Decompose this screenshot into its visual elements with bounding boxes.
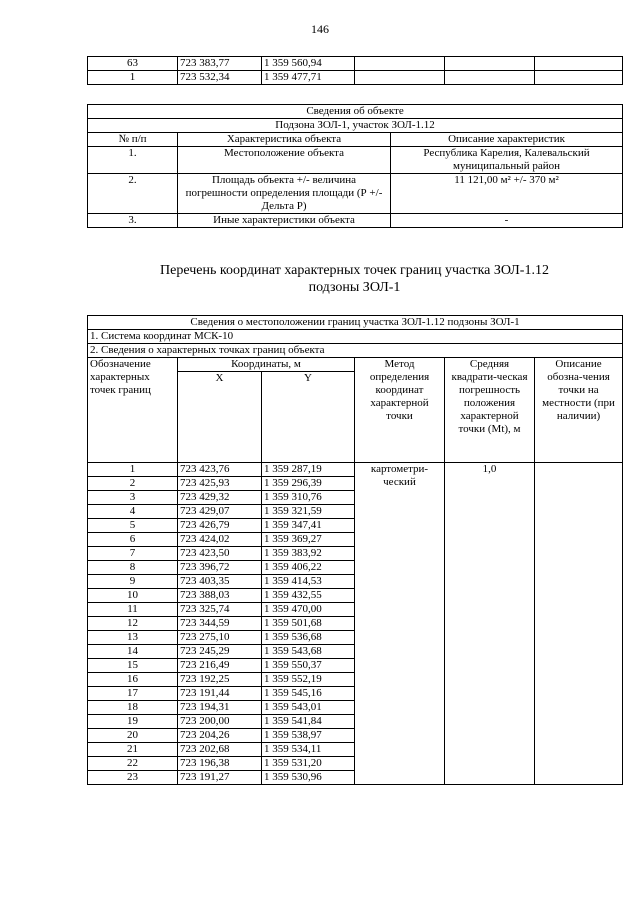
point-y: 1 359 369,27 — [262, 533, 355, 547]
method-value: картометри-ческий — [355, 463, 445, 785]
empty-cell — [355, 71, 445, 85]
header-coords: Координаты, м — [178, 358, 355, 372]
row-description: 11 121,00 м² +/- 370 м² — [391, 174, 623, 214]
empty-cell — [535, 71, 623, 85]
empty-cell — [535, 57, 623, 71]
row-num: 3. — [88, 214, 178, 228]
point-number: 1 — [88, 71, 178, 85]
row-description: - — [391, 214, 623, 228]
point-number: 3 — [88, 491, 178, 505]
point-y: 1 359 530,96 — [262, 771, 355, 785]
point-y: 1 359 321,59 — [262, 505, 355, 519]
point-x: 723 429,07 — [178, 505, 262, 519]
point-number: 22 — [88, 757, 178, 771]
point-number: 15 — [88, 659, 178, 673]
point-y: 1 359 310,76 — [262, 491, 355, 505]
point-x: 723 403,35 — [178, 575, 262, 589]
point-x: 723 429,32 — [178, 491, 262, 505]
point-y: 1 359 534,11 — [262, 743, 355, 757]
point-number: 23 — [88, 771, 178, 785]
point-number: 6 — [88, 533, 178, 547]
point-number: 2 — [88, 477, 178, 491]
point-y: 1 359 543,68 — [262, 645, 355, 659]
point-number: 4 — [88, 505, 178, 519]
point-number: 13 — [88, 631, 178, 645]
table-row — [88, 57, 623, 71]
point-y: 1 359 531,20 — [262, 757, 355, 771]
table-row — [88, 463, 623, 477]
point-number: 8 — [88, 561, 178, 575]
point-description-value — [535, 463, 623, 785]
point-x: 723 383,77 — [178, 57, 262, 71]
row-num: 2. — [88, 174, 178, 214]
continuation-coordinates-table — [87, 56, 623, 85]
point-x: 723 191,44 — [178, 687, 262, 701]
header-x: X — [178, 372, 262, 463]
point-x: 723 424,02 — [178, 533, 262, 547]
point-x: 723 200,00 — [178, 715, 262, 729]
point-y: 1 359 296,39 — [262, 477, 355, 491]
header-num: № п/п — [88, 133, 178, 147]
row-description: Республика Карелия, Калевальский муниципальный район — [391, 147, 623, 174]
point-y: 1 359 538,97 — [262, 729, 355, 743]
boundary-title: Сведения о местоположении границ участка ЗОЛ-1.12 подзоны ЗОЛ-1 — [88, 316, 623, 330]
coordinate-system: 1. Система координат МСК-10 — [88, 330, 623, 344]
section-heading — [87, 262, 622, 296]
point-x: 723 423,50 — [178, 547, 262, 561]
point-x: 723 275,10 — [178, 631, 262, 645]
error-value: 1,0 — [445, 463, 535, 785]
header-characteristic: Характеристика объекта — [178, 133, 391, 147]
point-x: 723 532,34 — [178, 71, 262, 85]
point-number: 17 — [88, 687, 178, 701]
points-title: 2. Сведения о характерных точках границ объекта — [88, 344, 623, 358]
heading-line-1: Перечень координат характерных точек границ участка ЗОЛ-1.12 — [160, 263, 549, 278]
point-x: 723 426,79 — [178, 519, 262, 533]
point-x: 723 191,27 — [178, 771, 262, 785]
point-number: 9 — [88, 575, 178, 589]
point-x: 723 216,49 — [178, 659, 262, 673]
point-x: 723 192,25 — [178, 673, 262, 687]
point-y: 1 359 414,53 — [262, 575, 355, 589]
point-x: 723 396,72 — [178, 561, 262, 575]
point-x: 723 388,03 — [178, 589, 262, 603]
empty-cell — [355, 57, 445, 71]
header-designation: Обозначение характерных точек границ — [88, 358, 178, 463]
header-error: Средняя квадрати-ческая погрешность положения характерной точки (Mt), м — [445, 358, 535, 463]
point-y: 1 359 477,71 — [262, 71, 355, 85]
point-number: 7 — [88, 547, 178, 561]
point-number: 1 — [88, 463, 178, 477]
empty-cell — [445, 57, 535, 71]
point-y: 1 359 406,22 — [262, 561, 355, 575]
point-y: 1 359 543,01 — [262, 701, 355, 715]
point-x: 723 202,68 — [178, 743, 262, 757]
point-number: 63 — [88, 57, 178, 71]
point-y: 1 359 545,16 — [262, 687, 355, 701]
point-number: 14 — [88, 645, 178, 659]
header-point-description: Описание обозна-чения точки на местности (при наличии) — [535, 358, 623, 463]
point-number: 16 — [88, 673, 178, 687]
point-x: 723 245,29 — [178, 645, 262, 659]
point-x: 723 325,74 — [178, 603, 262, 617]
point-y: 1 359 470,00 — [262, 603, 355, 617]
point-y: 1 359 432,55 — [262, 589, 355, 603]
page-number: 146 — [311, 22, 329, 36]
object-info-subtitle: Подзона ЗОЛ-1, участок ЗОЛ-1.12 — [88, 119, 623, 133]
point-x: 723 423,76 — [178, 463, 262, 477]
row-characteristic: Площадь объекта +/- величина погрешности определения площади (Р +/- Дельта Р) — [178, 174, 391, 214]
header-method: Метод определения координат характерной точки — [355, 358, 445, 463]
row-num: 1. — [88, 147, 178, 174]
point-x: 723 204,26 — [178, 729, 262, 743]
point-y: 1 359 347,41 — [262, 519, 355, 533]
point-number: 18 — [88, 701, 178, 715]
point-number: 10 — [88, 589, 178, 603]
point-x: 723 194,31 — [178, 701, 262, 715]
object-info-table — [87, 104, 623, 228]
row-characteristic: Местоположение объекта — [178, 147, 391, 174]
point-y: 1 359 501,68 — [262, 617, 355, 631]
header-y: Y — [262, 372, 355, 463]
point-y: 1 359 287,19 — [262, 463, 355, 477]
heading-line-2: подзоны ЗОЛ-1 — [308, 280, 401, 295]
point-y: 1 359 541,84 — [262, 715, 355, 729]
point-y: 1 359 560,94 — [262, 57, 355, 71]
header-description: Описание характеристик — [391, 133, 623, 147]
object-info-title: Сведения об объекте — [88, 105, 623, 119]
point-number: 12 — [88, 617, 178, 631]
table-row — [88, 71, 623, 85]
point-y: 1 359 383,92 — [262, 547, 355, 561]
point-x: 723 425,93 — [178, 477, 262, 491]
row-characteristic: Иные характеристики объекта — [178, 214, 391, 228]
point-number: 5 — [88, 519, 178, 533]
point-y: 1 359 536,68 — [262, 631, 355, 645]
point-x: 723 196,38 — [178, 757, 262, 771]
boundary-coordinates-table — [87, 315, 623, 785]
point-y: 1 359 552,19 — [262, 673, 355, 687]
point-x: 723 344,59 — [178, 617, 262, 631]
point-number: 20 — [88, 729, 178, 743]
point-number: 21 — [88, 743, 178, 757]
point-number: 11 — [88, 603, 178, 617]
point-number: 19 — [88, 715, 178, 729]
empty-cell — [445, 71, 535, 85]
point-y: 1 359 550,37 — [262, 659, 355, 673]
